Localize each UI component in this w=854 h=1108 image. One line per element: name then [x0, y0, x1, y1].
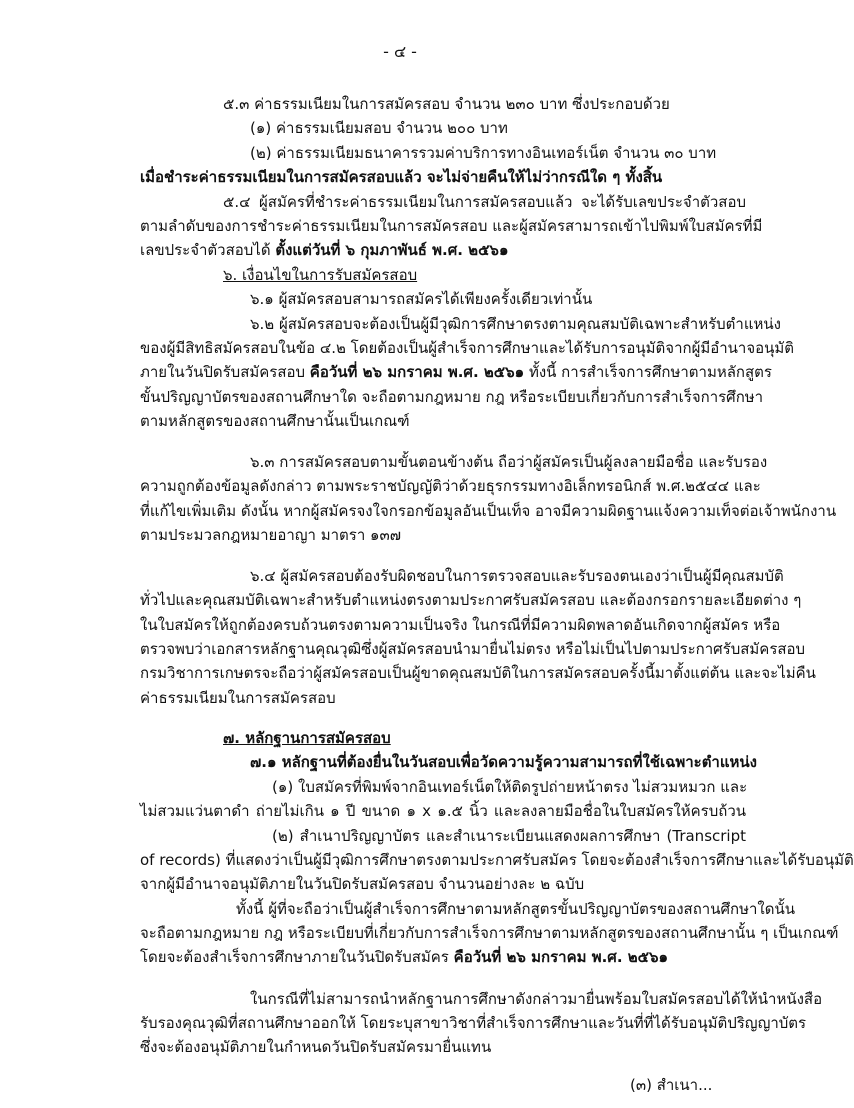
text-line: ที่แก้ไขเพิ่มเติม ดังนั้น หากผู้สมัครจงใจกรอกข้อมูลอันเป็นเท็จ อาจมีความผิดฐานแจ้งความเท็จต่อเจ้าพนักงาน	[140, 502, 837, 520]
text-line: ค่าธรรมเนียมในการสมัครสอบ	[140, 689, 336, 707]
text-line: จะถือตามกฎหมาย กฎ หรือระเบียบที่เกี่ยวกับการสำเร็จการศึกษาตามหลักสูตรของสถานศึกษานั้น ๆ เป็นเกณฑ์	[140, 924, 839, 942]
text-line: ๖.๓ การสมัครสอบตามขั้นตอนข้างต้น ถือว่าผู้สมัครเป็นผู้ลงลายมือชื่อ และรับรอง	[250, 453, 768, 471]
text-segment: ภายในวันปิดรับสมัครสอบ	[140, 363, 306, 381]
text-line: ๖.๔ ผู้สมัครสอบต้องรับผิดชอบในการตรวจสอบและรับรองตนเองว่าเป็นผู้มีคุณสมบัติ	[250, 567, 784, 585]
text-line: ๖.๒ ผู้สมัครสอบจะต้องเป็นผู้มีวุฒิการศึกษาตรงตามคุณสมบัติเฉพาะสำหรับตำแหน่ง	[250, 315, 781, 333]
text-line: กรมวิชาการเกษตรจะถือว่าผู้สมัครสอบเป็นผู้ขาดคุณสมบัติในการสมัครสอบครั้งนี้มาตั้งแต่ต้น และจะไม่คืน	[140, 664, 816, 682]
text-line: ในกรณีที่ไม่สามารถนำหลักฐานการศึกษาดังกล่าวมายื่นพร้อมใบสมัครสอบได้ให้นำหนังสือ	[250, 990, 823, 1008]
text-line: ตามหลักสูตรของสถานศึกษานั้นเป็นเกณฑ์	[140, 412, 410, 430]
text-line: ๕.๓ ค่าธรรมเนียมในการสมัครสอบ จำนวน ๒๓๐ บาท ซึ่งประกอบด้วย	[223, 95, 670, 113]
text-segment: เลขประจำตัวสอบได้	[140, 241, 271, 259]
section-heading: ๗. หลักฐานการสมัครสอบ	[223, 729, 391, 747]
section-heading: ๖. เงื่อนไขในการรับสมัครสอบ	[223, 266, 418, 284]
text-line: ในใบสมัครให้ถูกต้องครบถ้วนตรงตามความเป็นจริง ในกรณีที่มีความผิดพลาดอันเกิดจากผู้สมัคร หรือ	[140, 616, 781, 634]
text-line: ไม่สวมแว่นตาดำ ถ่ายไม่เกิน ๑ ปี ขนาด ๑ x ๑.๕ นิ้ว และลงลายมือชื่อในใบสมัครให้ครบถ้วน	[140, 802, 746, 820]
text-line: ๖.๑ ผู้สมัครสอบสามารถสมัครได้เพียงครั้งเดียวเท่านั้น	[250, 290, 593, 308]
text-line: ตรวจพบว่าเอกสารหลักฐานคุณวุฒิซึ่งผู้สมัครสอบนำมายื่นไม่ตรง หรือไม่เป็นไปตามประกาศรับสมัครสอบ	[140, 640, 806, 658]
date-emphasis: คือวันที่ ๒๖ มกราคม พ.ศ. ๒๕๖๑	[309, 363, 525, 381]
text-line: ขั้นปริญญาบัตรของสถานศึกษาใด จะถือตามกฎหมาย กฎ หรือระเบียบเกี่ยวกับการสำเร็จการศึกษา	[140, 388, 764, 406]
text-line: (๑) ค่าธรรมเนียมสอบ จำนวน ๒๐๐ บาท	[250, 119, 508, 137]
text-line: (๑) ใบสมัครที่พิมพ์จากอินเทอร์เน็ตให้ติดรูปถ่ายหน้าตรง ไม่สวมหมวก และ	[272, 778, 748, 796]
text-line: (๒) ค่าธรรมเนียมธนาคารรวมค่าบริการทางอินเทอร์เน็ต จำนวน ๓๐ บาท	[250, 144, 717, 162]
date-emphasis: คือวันที่ ๒๖ มกราคม พ.ศ. ๒๕๖๑	[453, 948, 669, 966]
subsection-heading: ๗.๑ หลักฐานที่ต้องยื่นในวันสอบเพื่อวัดความรู้ความสามารถที่ใช้เฉพาะตำแหน่ง	[250, 753, 757, 771]
text-line: จากผู้มีอำนาจอนุมัติภายในวันปิดรับสมัครสอบ จำนวนอย่างละ ๒ ฉบับ	[140, 875, 585, 893]
text-line	[140, 240, 580, 262]
text-line-bold: เมื่อชำระค่าธรรมเนียมในการสมัครสอบแล้ว จะไม่จ่ายคืนให้ไม่ว่ากรณีใด ๆ ทั้งสิ้น	[140, 168, 663, 186]
text-line: of records) ที่แสดงว่าเป็นผู้มีวุฒิการศึกษาตรงตามประกาศรับสมัคร โดยจะต้องสำเร็จการศึกษาและได้รับอนุมัติ	[140, 851, 854, 869]
text-segment: โดยจะต้องสำเร็จการศึกษาภายในวันปิดรับสมัคร	[140, 948, 449, 966]
page-number: - ๔ -	[383, 42, 417, 61]
text-line: ความถูกต้องข้อมูลดังกล่าว ตามพระราชบัญญัติว่าด้วยธุรกรรมทางอิเล็กทรอนิกส์ พ.ศ.๒๕๔๔ และ	[140, 477, 761, 495]
text-line: รับรองคุณวุฒิที่สถานศึกษาออกให้ โดยระบุสาขาวิชาที่สำเร็จการศึกษาและวันที่ที่ได้รับอนุมัติปริญญาบัตร	[140, 1014, 807, 1032]
text-line: ๕.๔ ผู้สมัครที่ชำระค่าธรรมเนียมในการสมัครสอบแล้ว จะได้รับเลขประจำตัวสอบ	[223, 193, 746, 211]
text-line: ทั้งนี้ ผู้ที่จะถือว่าเป็นผู้สำเร็จการศึกษาตามหลักสูตรขั้นปริญญาบัตรของสถานศึกษาใดนั้น	[236, 900, 795, 918]
text-line	[140, 362, 772, 384]
continuation-marker: (๓) สำเนา...	[630, 1076, 713, 1094]
text-line: ซึ่งจะต้องอนุมัติภายในกำหนดวันปิดรับสมัครมายื่นแทน	[140, 1038, 492, 1056]
text-line: ของผู้มีสิทธิสมัครสอบในข้อ ๔.๒ โดยต้องเป็นผู้สำเร็จการศึกษาและได้รับการอนุมัติจากผู้มีอำนาจอนุมัติ	[140, 339, 795, 357]
text-line: ตามประมวลกฎหมายอาญา มาตรา ๑๓๗	[140, 526, 402, 544]
text-line: ตามลำดับของการชำระค่าธรรมเนียมในการสมัครสอบ และผู้สมัครสามารถเข้าไปพิมพ์ใบสมัครที่มี	[140, 217, 763, 235]
text-line: (๒) สำเนาปริญญาบัตร และสำเนาระเบียนแสดงผลการศึกษา (Transcript	[272, 827, 746, 845]
text-line	[140, 947, 746, 969]
text-line: ทั่วไปและคุณสมบัติเฉพาะสำหรับตำแหน่งตรงตามประกาศรับสมัครสอบ และต้องกรอกรายละเอียดต่าง ๆ	[140, 591, 802, 609]
text-segment: ทั้งนี้ การสำเร็จการศึกษาตามหลักสูตร	[528, 363, 772, 381]
date-emphasis: ตั้งแต่วันที่ ๖ กุมภาพันธ์ พ.ศ. ๒๕๖๑	[275, 241, 509, 259]
